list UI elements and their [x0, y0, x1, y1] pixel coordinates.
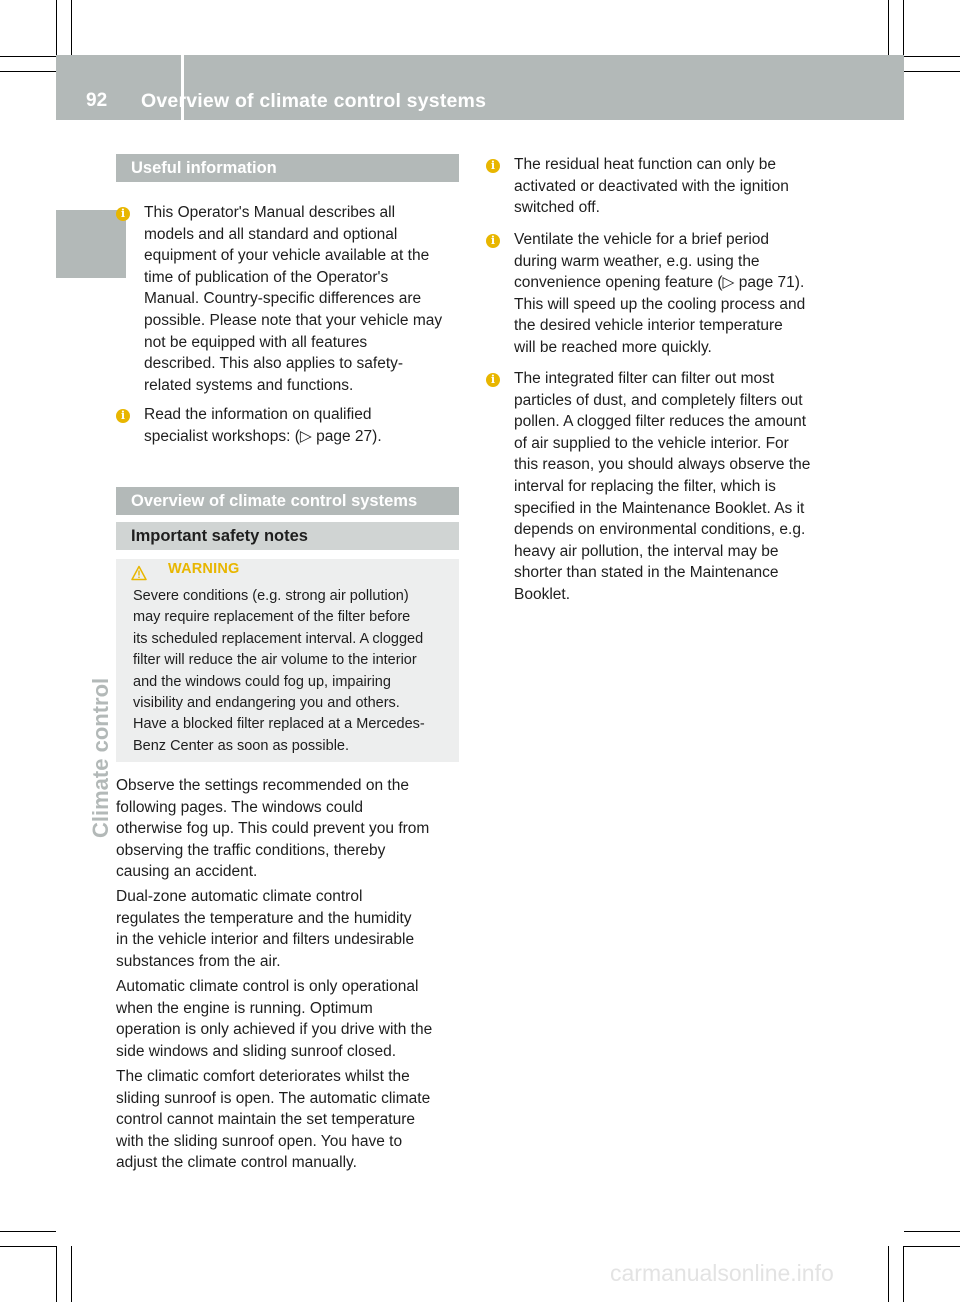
info-icon: i	[486, 373, 500, 387]
page-number: 92	[86, 90, 108, 111]
warning-title: WARNING	[168, 561, 240, 577]
useful-information-heading-text: Useful information	[131, 158, 277, 177]
info-icon: i	[486, 159, 500, 173]
info-icon: i	[486, 234, 500, 248]
watermark: carmanualsonline.info	[610, 1260, 834, 1286]
side-tab-label: Climate control	[88, 677, 113, 838]
useful-information-heading	[116, 154, 459, 182]
overview-heading	[116, 487, 459, 515]
warning-box	[116, 559, 459, 762]
overview-heading-text: Overview of climate control systems	[131, 491, 418, 510]
info-icon: i	[116, 207, 130, 221]
info-icon: i	[116, 409, 130, 423]
paragraph-sunroof: The climatic comfort deteriorates whilst the sliding sunroof is open. The automatic climate control cannot maintain the set temperature with the sliding sunroof open. You have to adjust the climate control manually.	[116, 1068, 431, 1172]
info-item-filter: The integrated filter can filter out most particles of dust, and completely filters out pollen. A clogged filter reduces the amount of air supplied to the vehicle interior. For this reason, you should always observe the interval for replacing the filter, which is specified in the Maintenance Booklet. As it depends on environmental conditions, e.g. heavy air pollution, the interval may be shorter than stated in the Maintenance Booklet.	[514, 370, 811, 603]
warning-triangle-icon	[131, 565, 147, 581]
info-item-specialist-workshops: Read the information on qualified specialist workshops: (▷ page 27).	[144, 406, 382, 445]
info-item-residual-heat: The residual heat function can only be activated or deactivated with the ignition switched off.	[514, 156, 789, 217]
safety-notes-subheading-text: Important safety notes	[131, 526, 308, 545]
info-item-operators-manual: This Operator's Manual describes all models and all standard and optional equipment of your vehicle available at the time of publication of the Operator's Manual. Country-specific differences are possible. Please note that your vehicle may not be equipped with all features described. This also applies to safety- related systems and functions.	[144, 204, 443, 394]
page-title: Overview of climate control systems	[141, 90, 487, 112]
warning-text: Severe conditions (e.g. strong air pollution) may require replacement of the filter before its scheduled replacement interval. A clogged filter will reduce the air volume to the interior and the windows could fog up, impairing visibility and endangering you and others. Have a blocked filter replaced at a Mercedes- Benz Center as soon as possible.	[133, 588, 425, 754]
paragraph-engine-running: Automatic climate control is only operational when the engine is running. Optimum operation is only achieved if you drive with the side windows and sliding sunroof closed.	[116, 978, 433, 1060]
side-tab-block	[56, 210, 126, 278]
info-item-ventilate: Ventilate the vehicle for a brief period during warm weather, e.g. using the convenience opening feature (▷ page 71). This will speed up the cooling process and the desired vehicle interior temperature will be reached more quickly.	[514, 231, 806, 356]
safety-notes-subheading	[116, 522, 459, 550]
paragraph-dual-zone: Dual-zone automatic climate control regulates the temperature and the humidity in the vehicle interior and filters undesirable substances from the air.	[116, 888, 415, 970]
paragraph-observe-settings: Observe the settings recommended on the following pages. The windows could otherwise fog up. This could prevent you from observing the traffic conditions, thereby causing an accident.	[116, 777, 430, 881]
